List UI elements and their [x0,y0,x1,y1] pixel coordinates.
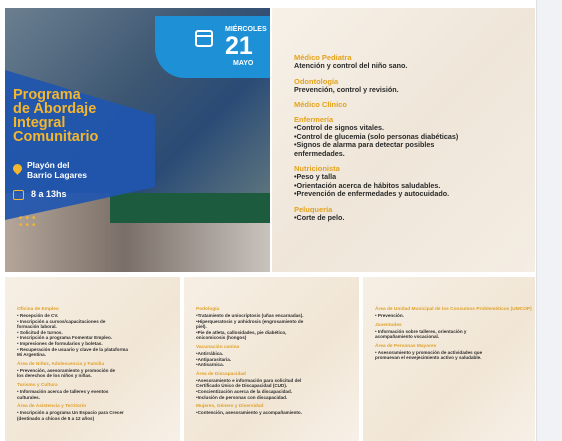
service-item: • Información acerca de talleres y eventos [17,388,109,394]
service-item: • Recepción de CV. [17,313,59,318]
service-item: promuevan el envejecimiento activo y saludable. [375,355,482,361]
service-item: •Antisarnica. [196,362,224,368]
service-item: piel). [196,324,207,330]
service-item: formación laboral. [17,324,57,330]
service-section [196,372,354,400]
service-item: • Impresiones de formularios y boletas. [17,340,103,346]
service-item: •Orientación acerca de hábitos saludables. [294,180,441,190]
program-title [13,88,148,144]
service-item: •Hiperqueratosis y anhidrosis (engrosamiento de [196,318,304,324]
service-title: Nutricionista [294,164,340,173]
program-title-line: Integral [13,115,66,131]
service-item: Certificado Único de Discapacidad (CUD). [196,383,288,389]
service-item: •Antirrábica. [196,350,224,356]
service-item: •Peso y talla [294,172,337,181]
service-item: •Asesoramiento e información para solicitud del [196,377,302,383]
bottom-tile-list [17,307,175,425]
hero-tile[interactable] [5,8,270,272]
program-title-line: Programa [13,87,81,103]
service-item: •Control de signos vitales. [294,123,384,132]
service-item: Atención y control del niño sano. [294,61,408,70]
service-item: • Prevención, asesoramiento y promoción de [17,367,116,373]
bottom-tile-2[interactable] [184,277,359,441]
bottom-tile-1[interactable] [5,277,180,441]
service-section [196,345,354,368]
service-item: •Pie de atleta, callosidades, pie diabético, [196,329,287,335]
service-title: Peluquería [294,204,333,214]
location-line: Playón del [27,160,70,170]
date-day-number: 21 [225,32,253,60]
service-section [375,307,533,319]
services-list [294,53,534,228]
service-item: •Inclusión de personas con discapacidad. [196,394,288,400]
date-day-of-week: MIÉRCOLES [225,26,267,33]
service-item: (destinado a chicos de 5 a 12 años) [17,415,95,421]
service-item: •Corte de pelo. [294,212,345,222]
service-section [196,404,354,416]
service-item: •Contención, asesoramiento y acompañamiento. [196,410,303,416]
bottom-tile-3[interactable] [363,277,535,441]
service-section [294,77,534,95]
service-section [17,383,175,400]
service-title: Médico Pediatra [294,53,352,62]
calendar-icon [195,30,213,47]
service-item: Prevención, control y revisión. [294,84,399,94]
service-title: Podología [196,307,220,312]
date-month: MAYO [233,60,254,67]
service-section [294,164,534,199]
program-title-line: Comunitario [13,129,99,145]
service-section [294,205,534,223]
service-title: Odontología [294,76,339,86]
service-item: • Recuperación de usuario y clave de la plataforma [17,346,128,352]
service-item: • Solicitud de turnos. [17,329,63,335]
service-section [196,307,354,341]
service-item: •Tratamiento de uniocriptosis (uñas encarnadas). [196,313,304,318]
service-section [294,100,534,109]
service-item: los derechos de los niños y niñas. [17,373,92,379]
service-title: Área de Unidad Municipal de los Consumos Problemáticos (UMCOP) [375,307,532,312]
service-section [17,404,175,421]
service-section [17,362,175,379]
service-item: acompañamiento vocacional. [375,334,440,340]
service-item: •Control de glucemia (solo personas diabéticas) [294,131,459,141]
service-item: • Prevención. [375,313,404,318]
service-title: Área de Discapacidad [196,371,246,377]
bottom-tile-list [196,307,354,420]
service-title: Médico Clínico [294,100,347,109]
service-item: culturales. [17,394,40,400]
service-item: •Concientización acerca de la discapacidad. [196,388,293,394]
service-item: • Inscripción a cursos/capacitaciones de [17,318,106,324]
service-title: Área de Asistencia y Territorio [17,404,87,410]
service-title: Juventudes [375,322,402,328]
service-section [375,323,533,340]
hours-value: 8 a 13hs [31,189,67,199]
service-section [294,53,534,71]
service-title: Turismo y Cultura [17,382,58,388]
service-title: Oficina de Empleo [17,307,59,312]
hero-photo-strip [110,193,270,223]
service-item: onicomicosis (hongos) [196,335,247,341]
services-tile[interactable] [272,8,535,272]
service-item: Mi Argentina. [17,352,46,358]
service-item: • Asesoramiento y promoción de actividades que [375,349,483,355]
service-item: • Información sobre talleres, orientación y [375,328,467,334]
service-title: Enfermería [294,115,334,124]
service-item: •Prevención de enfermedades y autocuidado. [294,189,450,198]
service-item: • Inscripción a programa Un Espacio para Crecer [17,410,124,416]
program-title-line: de Abordaje [13,101,97,117]
service-item: •Antiparasitaria. [196,356,232,362]
page-side-panel [536,0,562,441]
service-section [17,307,175,358]
service-section [294,115,534,158]
service-item: •Signos de alarma para detectar posibles [294,140,435,149]
service-title: Área de Personas Mayores [375,343,437,349]
decorative-dots: ••• ••• [19,213,39,231]
date-badge [155,16,270,78]
location-line: Barrio Lagares [27,170,87,180]
calendar-small-icon [13,190,24,200]
service-item: • Inscripción a programa Fomentar Empleo. [17,335,113,341]
bottom-tile-list [375,307,533,365]
service-title: Mujeres, Género y Diversidad [196,404,264,410]
service-section [375,344,533,361]
service-title: Vacunación canina [196,344,240,350]
service-title: Área de Niñez, Adolescencia y Familia [17,361,104,367]
service-item: enfermedades. [294,148,345,158]
